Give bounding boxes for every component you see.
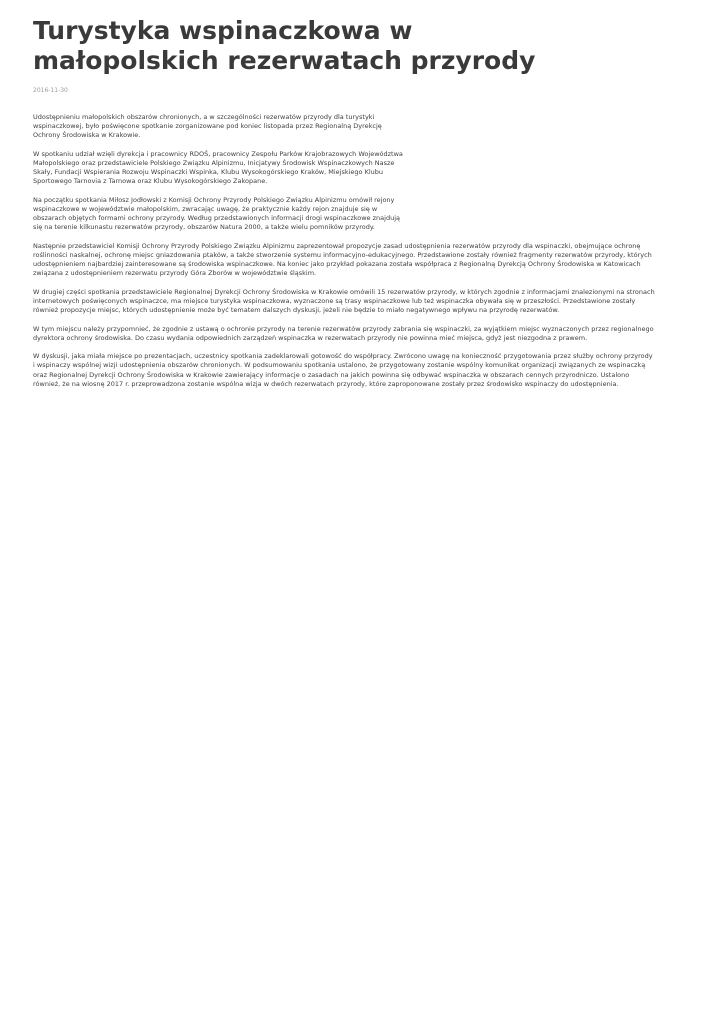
article-paragraph: W dyskusji, jaka miała miejsce po prezentacjach, uczestnicy spotkania zadeklarowali gotowość do współpracy. Zwrócono uwagę na konieczność przygotowania przez służby ochrony przyrody i wspinaczy wspólnej wizji udostępnienia obszarów chronionych. W podsumowaniu spotkania ustalono, że przygotowany zostanie wspólny komunikat organizacji związanych ze wspinaczką oraz Regionalnej Dyrekcji Ochrony Środowiska w Krakowie zawierający informacje o zasadach na jakich powinna się odbywać wspinaczka w obszarach cennych przyrodniczo. Ustalono również, że na wiosnę 2017 r. przeprowadzona zostanie wspólna wizja w dwóch rezerwatach przyrody, które zaproponowane zostały przez środowisko wspinaczy do udostępnienia. xyxy=(33,352,653,388)
article-paragraph: Na początku spotkania Miłosz Jodłowski z Komisji Ochrony Przyrody Polskiego Związku Alpinizmu omówił rejony wspinaczkowe w województwie małopolskim, zwracając uwagę, że praktycznie każdy rejon znajduje się w obszarach objętych formami ochrony przyrody. Według przedstawionych informacji drogi wspinaczkowe znajdują się na terenie kilkunastu rezerwatów przyrody, obszarów Natura 2000, a także wielu pomników przyrody. xyxy=(33,195,400,232)
article-paragraph: W drugiej części spotkania przedstawiciele Regionalnej Dyrekcji Ochrony Środowiska w Krakowie omówili 15 rezerwatów przyrody, w których zgodnie z informacjami znalezionymi na stronach internetowych poświęconych wspinaczce, ma miejsce turystyka wspinaczkowa, wyznaczone są trasy wspinaczkowe lub też wspinaczka obywała się w przeszłości. Przedstawione zostały również propozycje miejsc, których udostępnienie może być tematem dalszych dyskusji, jeżeli nie będzie to miało negatywnego wpływu na przyrodę rezerwatów. xyxy=(33,287,655,315)
article-paragraph: W tym miejscu należy przypomnieć, że zgodnie z ustawą o ochronie przyrody na terenie rezerwatów przyrody zabrania się wspinaczki, za wyjątkiem miejsc wyznaczonych przez regionalnego dyrektora ochrony środowiska. Do czasu wydania odpowiednich zarządzeń wspinaczka w rezerwatach przyrody nie powinna mieć miejsca, gdyż jest niezgodna z prawem. xyxy=(33,324,654,342)
article-title: Turystyka wspinaczkowa w małopolskich rezerwatach przyrody xyxy=(33,16,536,75)
article-paragraph: W spotkaniu udział wzięli dyrekcja i pracownicy RDOŚ, pracownicy Zespołu Parków Krajobrazowych Województwa Małopolskiego oraz przedstawiciele Polskiego Związku Alpinizmu, Inicjatywy Środowisk Wspinaczkowych Nasze Skały, Fundacji Wspierania Rozwoju Wspinaczki Wspinka, Klubu Wysokogórskiego Kraków, Miejskiego Klubu Sportowego Tarnovia z Tarnowa oraz Klubu Wysokogórskiego Zakopane. xyxy=(33,149,403,186)
article-paragraph: Udostępnieniu małopolskich obszarów chronionych, a w szczególności rezerwatów przyrody dla turystyki wspinaczkowej, było poświęcone spotkanie zorganizowane pod koniec listopada przez Regionalną Dyrekcję Ochrony Środowiska w Krakowie. xyxy=(33,113,382,140)
article-body xyxy=(33,113,655,389)
article-paragraph: Następnie przedstawiciel Komisji Ochrony Przyrody Polskiego Związku Alpinizmu zaprezentował propozycje zasad udostępnienia rezerwatów przyrody dla wspinaczki, obejmujące ochronę roślinności naskalnej, ochronę miejsc gniazdowania ptaków, a także stworzenie systemu informacyjno-edukacyjnego. Przedstawione zostały również fragmenty rezerwatów przyrody, których udostępnieniem najbardziej zainteresowane są środowiska wspinaczkowe. Na koniec jako przykład pokazana została współpraca z Regionalną Dyrekcją Ochrony Środowiska w Katowicach związana z udostępnieniem rezerwatu przyrody Góra Zborów w województwie śląskim. xyxy=(33,241,652,278)
article-date: 2016-11-30 xyxy=(33,87,68,94)
